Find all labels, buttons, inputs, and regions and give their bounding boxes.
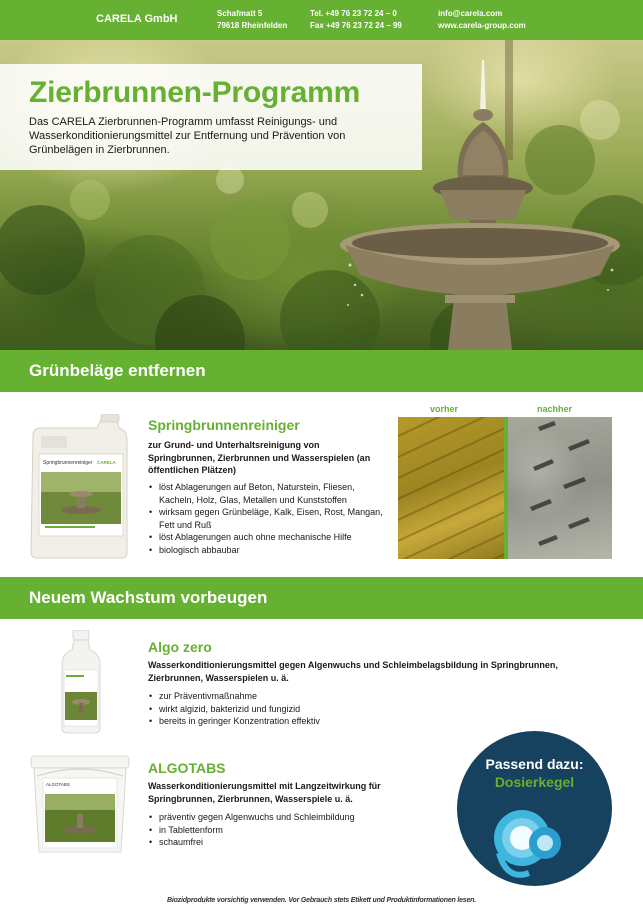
address-city: 79618 Rheinfelden <box>217 21 288 30</box>
bullet-list-springbrunnenreiniger <box>148 481 392 556</box>
label-before: vorher <box>430 404 459 414</box>
section-heading-prevent: Neuem Wachstum vorbeugen <box>0 577 643 619</box>
header-bar <box>0 0 643 40</box>
bucket-product-image <box>29 754 131 854</box>
accessory-badge <box>457 731 612 886</box>
product-name-algotabs: ALGOTABS <box>148 760 226 776</box>
list-item: • bereits in geringer Konzentration effektiv <box>148 715 448 728</box>
intro-text: Das CARELA Zierbrunnen-Programm umfasst Reinigungs- und Wasserkonditionierungsmittel zur Entfernung und Prävention von Grünbelägen in Zierbrunnen. <box>29 116 346 156</box>
after-photo <box>508 417 612 559</box>
bullet-list-algo-zero <box>148 690 448 728</box>
phone-block <box>310 8 402 32</box>
list-item: • in Tablettenform <box>148 824 448 837</box>
product-description-algo-zero: Wasserkonditionierungsmittel gegen Algenwuchs und Schleimbelagsbildung in Springbrunnen, Zierbrunnen, Wasserspielen u. ä. <box>148 660 558 683</box>
product-name-springbrunnenreiniger: Springbrunnenreiniger <box>148 417 300 433</box>
dosing-cone-image <box>457 731 612 886</box>
contact-block <box>438 8 526 32</box>
phone-number: Tel. +49 76 23 72 24 – 0 <box>310 9 397 18</box>
fax-number: Fax +49 76 23 72 24 – 99 <box>310 21 402 30</box>
canister-brand-text: CARELA <box>97 460 116 465</box>
list-item: • präventiv gegen Algenwuchs und Schleimbildung <box>148 811 448 824</box>
list-item: • wirkt algizid, bakterizid und fungizid <box>148 703 448 716</box>
bottle-product-image <box>60 630 102 734</box>
list-item: • zur Präventivmaßnahme <box>148 690 448 703</box>
page-title: Zierbrunnen-Programm <box>29 76 361 109</box>
email-link[interactable]: info@carela.com <box>438 9 503 18</box>
list-item: • löst Ablagerungen auf Beton, Naturstein, Fliesen, Kacheln, Holz, Glas, Metallen und Kunststoffen <box>148 481 392 506</box>
canister-label-text: Springbrunnenreiniger <box>43 460 93 466</box>
product-name-algo-zero: Algo zero <box>148 639 212 655</box>
product-description-algotabs: Wasserkonditionierungsmittel mit Langzeitwirkung für Springbrunnen, Zierbrunnen, Wasserspiele u. ä. <box>148 781 381 804</box>
bucket-label-text: ALGOTABS <box>46 782 70 787</box>
label-after: nachher <box>537 404 573 414</box>
accessory-name: Dosierkegel <box>494 774 575 790</box>
address-street: Schafmatt 5 <box>217 9 263 18</box>
after-photo-texture <box>508 417 612 559</box>
list-item: • wirksam gegen Grünbeläge, Kalk, Eisen, Rost, Mangan, Fett und Ruß <box>148 506 392 531</box>
hero-image <box>0 40 643 350</box>
list-item: • löst Ablagerungen auch ohne mechanische Hilfe <box>148 531 392 544</box>
canister-product-image <box>27 414 131 560</box>
list-item: • biologisch abbaubar <box>148 544 392 557</box>
bullet-list-algotabs <box>148 811 448 849</box>
website-link[interactable]: www.carela-group.com <box>438 21 526 30</box>
company-name: CARELA GmbH <box>96 13 178 25</box>
address-block <box>217 8 287 32</box>
section-heading-remove: Grünbeläge entfernen <box>0 350 643 392</box>
product-description-springbrunnenreiniger: zur Grund- und Unterhaltsreinigung von Springbrunnen, Zierbrunnen und Wasserspielen (an öffentlichen Plätzen) <box>148 440 371 475</box>
accessory-intro: Passend dazu: <box>485 756 584 772</box>
before-photo <box>398 417 504 559</box>
list-item: • schaumfrei <box>148 836 448 849</box>
biocide-disclaimer: Biozidprodukte vorsichtig verwenden. Vor Gebrauch stets Etikett und Produktinformationen lesen. <box>166 897 476 904</box>
